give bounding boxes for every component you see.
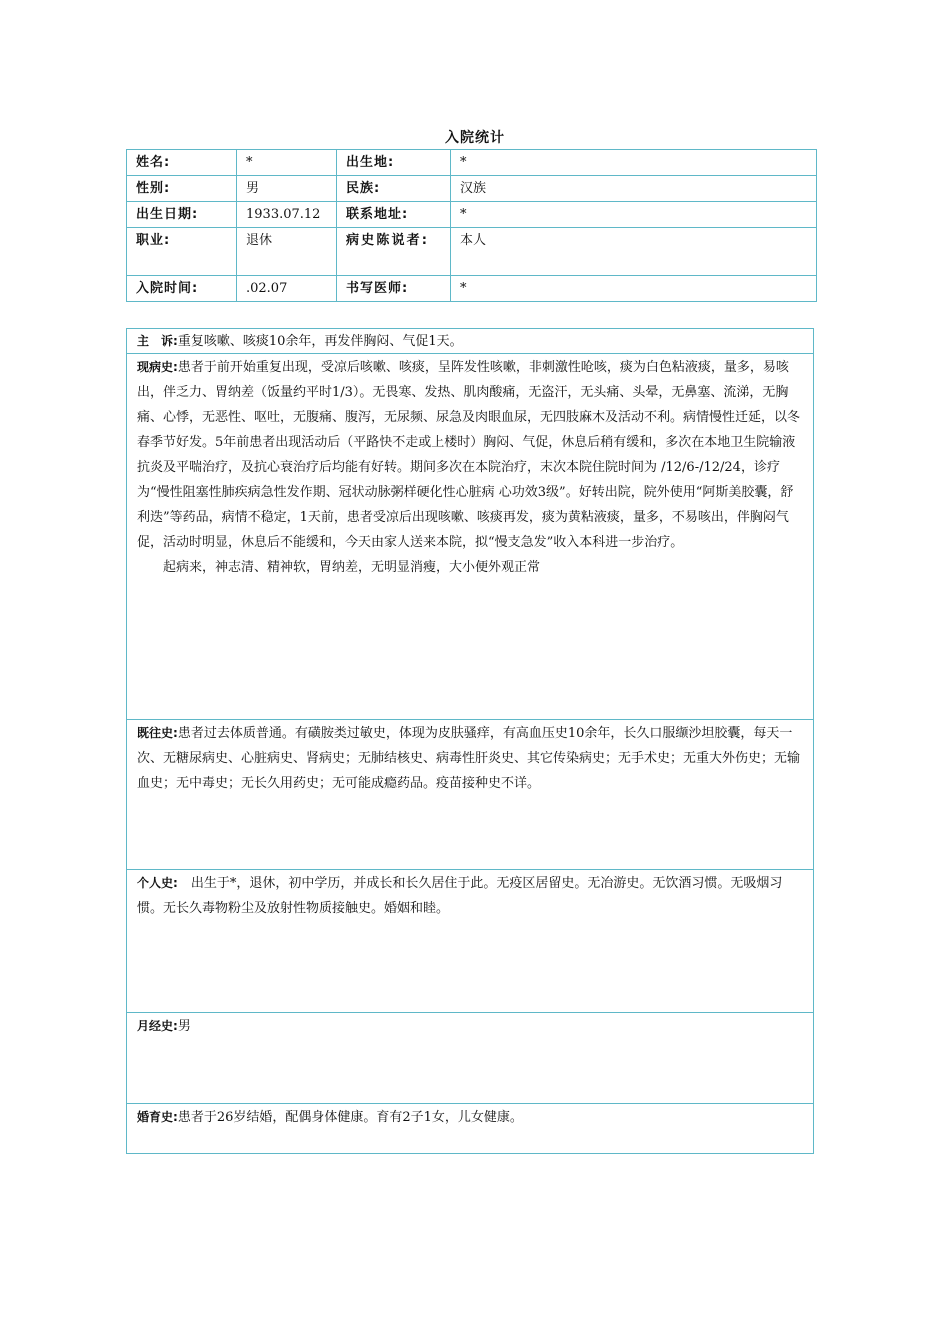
marital-history-text: 患者于26岁结婚，配偶身体健康。育有2子1女，儿女健康。 xyxy=(177,1110,523,1125)
present-illness-section xyxy=(126,354,814,720)
table-row xyxy=(127,276,817,302)
birthdate-label: 出生日期: xyxy=(127,202,237,228)
ethnicity-value: 汉族 xyxy=(451,176,817,202)
narrator-label-cell xyxy=(337,228,451,276)
past-history-label: 既往史: xyxy=(137,726,178,740)
gender-value: 男 xyxy=(237,176,337,202)
table-row xyxy=(127,202,817,228)
complaint-text: 重复咳嗽、咳痰10余年，再发伴胸闷、气促1天。 xyxy=(177,334,463,349)
address-value: * xyxy=(451,202,817,228)
personal-history-label: 个人史: xyxy=(137,876,178,890)
name-value: * xyxy=(237,150,337,176)
table-row xyxy=(127,176,817,202)
doctor-value: * xyxy=(451,276,817,302)
doctor-label: 书写医师: xyxy=(337,276,451,302)
complaint-section xyxy=(126,328,814,354)
menstrual-history-label: 月经史: xyxy=(137,1019,178,1033)
birthplace-value: * xyxy=(451,150,817,176)
birthplace-label: 出生地: xyxy=(337,150,451,176)
narrator-value: 本人 xyxy=(451,228,817,276)
occupation-value: 退休 xyxy=(237,228,337,276)
complaint-label: 主 诉: xyxy=(137,334,178,348)
ethnicity-label: 民族: xyxy=(337,176,451,202)
personal-history-section xyxy=(126,870,814,1013)
name-label: 姓名: xyxy=(127,150,237,176)
admission-label: 入院时间: xyxy=(127,276,237,302)
personal-history-text: 出生于*，退休，初中学历，并成长和长久居住于此。无疫区居留史。无冶游史。无饮酒习惯。无吸烟习惯。无长久毒物粉尘及放射性物质接触史。婚姻和睦。 xyxy=(137,876,783,916)
present-illness-text-2: 起病来，神志清、精神软，胃纳差，无明显消瘦，大小便外观正常 xyxy=(163,560,541,575)
table-row xyxy=(127,228,817,276)
marital-history-section xyxy=(126,1104,814,1154)
menstrual-history-text: 男 xyxy=(177,1019,191,1034)
patient-info-table xyxy=(126,149,817,302)
occupation-label: 职业: xyxy=(127,228,237,276)
past-history-section xyxy=(126,720,814,870)
page-title: 入院统计 xyxy=(445,130,505,146)
present-illness-label: 现病史: xyxy=(137,360,178,374)
present-illness-text: 患者于前开始重复出现，受凉后咳嗽、咳痰，呈阵发性咳嗽，非刺激性呛咳，痰为白色粘液痰，量多，易咳出，伴乏力、胃纳差（饭量约平时1/3）。无畏寒、发热、肌肉酸痛，无盗汗，无头痛、头晕，无鼻塞、流涕，无胸痛、心悸，无恶性、呕吐，无腹痛、腹泻，无尿频、尿急及肉眼血尿，无四肢麻木及活动不利。病情慢性迁延，以冬春季节好发。5年前患者出现活动后（平路快不走或上楼时）胸闷、气促，休息后稍有缓和，多次在本地卫生院输液抗炎及平喘治疗，及抗心衰治疗后均能有好转。期间多次在本院治疗，末次本院住院时间为 /12/6-/12/24，诊疗为“慢性阻塞性肺疾病急性发作期、冠状动脉粥样硬化性心脏病 心功效3级”。好转出院，院外使用“阿斯美胶囊，舒利迭”等药品，病情不稳定，1天前，患者受凉后出现咳嗽、咳痰再发，痰为黄粘液痰，量多，不易咳出，伴胸闷气促，活动时明显，休息后不能缓和，今天由家人送来本院，拟“慢支急发”收入本科进一步治疗。 xyxy=(137,360,801,550)
admission-value: .02.07 xyxy=(237,276,337,302)
marital-history-label: 婚育史: xyxy=(137,1110,178,1124)
menstrual-history-section xyxy=(126,1013,814,1104)
past-history-text: 患者过去体质普通。有磺胺类过敏史，体现为皮肤骚痒，有高血压史10余年，长久口服缬沙坦胶囊，每天一次、无糖尿病史、心脏病史、肾病史；无肺结核史、病毒性肝炎史、其它传染病史；无手术史；无重大外伤史；无输血史；无中毒史；无长久用药史；无可能成瘾药品。疫苗接种史不详。 xyxy=(137,726,801,791)
narrator-label: 病史陈说者: xyxy=(346,233,428,248)
table-row xyxy=(127,150,817,176)
birthdate-value: 1933.07.12 xyxy=(237,202,337,228)
gender-label: 性别: xyxy=(127,176,237,202)
address-label: 联系地址: xyxy=(337,202,451,228)
